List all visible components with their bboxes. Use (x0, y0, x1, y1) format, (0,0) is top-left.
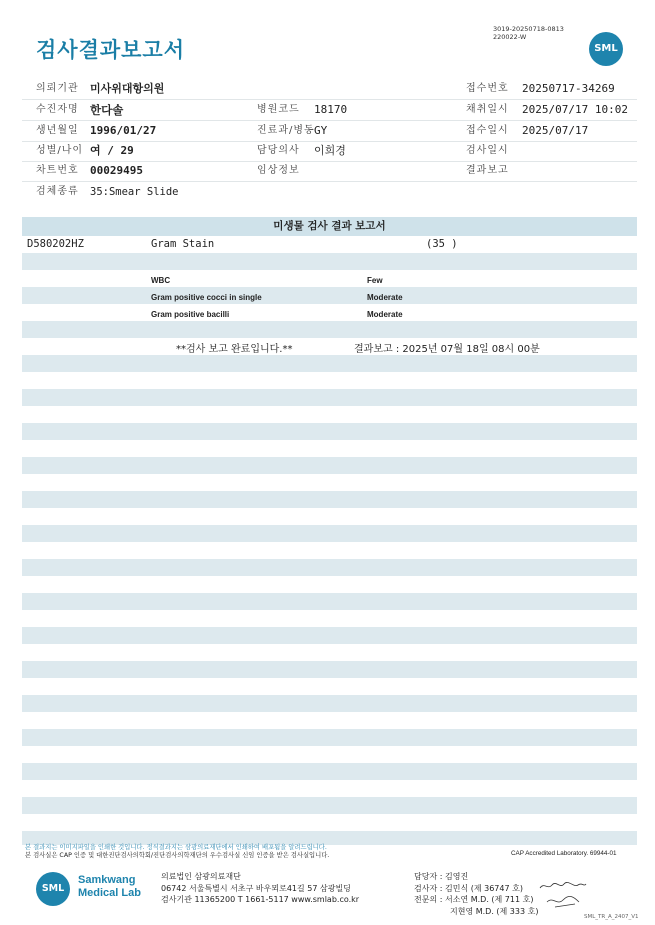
info-row-institution (22, 79, 637, 100)
row-stripe (22, 389, 637, 406)
row-stripe (22, 763, 637, 780)
value-receipt-number: 20250717-34269 (522, 82, 615, 95)
notice-accreditation: 본 검사실은 CAP 인증 및 대한진단검사의학회/진단검사의학재단의 우수검사실 신임 인증을 받은 검사실입니다. (25, 852, 330, 859)
result-item-value: Few (367, 276, 383, 285)
row-stripe (22, 287, 637, 304)
label-doctor: 담당의사 (257, 145, 300, 156)
label-result-report: 결과보고 (466, 165, 509, 176)
value-receipt-date: 2025/07/17 (522, 124, 589, 137)
brand-line2: Medical Lab (78, 887, 141, 899)
report-section-title: 미생물 검사 결과 보고서 (22, 217, 637, 236)
value-sex-age: 여 / 29 (90, 144, 134, 157)
staff-specialist-2: 지현영 M.D. (제 333 호) (450, 906, 539, 916)
label-birth-date: 생년월일 (36, 125, 79, 136)
label-receipt-number: 접수번호 (466, 83, 509, 94)
label-chart-number: 차트번호 (36, 165, 79, 176)
staff-specialist-1: 서소연 M.D. (제 711 호) (444, 895, 534, 904)
value-birth-date: 1996/01/27 (90, 124, 157, 137)
organization-address (161, 871, 359, 906)
row-stripe (22, 729, 637, 746)
value-hospital-code: 18170 (314, 103, 348, 116)
label-sex-age: 성별/나이 (36, 145, 84, 156)
document-id-line2: 220022-W (493, 33, 527, 41)
row-stripe (22, 423, 637, 440)
value-patient-name: 한다솔 (90, 103, 124, 117)
info-row-chart (22, 161, 637, 182)
result-item-name: Gram positive bacilli (151, 310, 230, 319)
label-collection-time: 채취일시 (466, 104, 509, 115)
row-stripe (22, 321, 637, 338)
organization-street: 06742 서울특별시 서초구 바우뫼로41길 57 삼광빌딩 (161, 883, 351, 893)
organization-name: 의료법인 삼광의료재단 (161, 872, 241, 881)
row-stripe (22, 457, 637, 474)
row-stripe (22, 627, 637, 644)
test-count: (35 ) (426, 238, 458, 250)
row-stripe (22, 661, 637, 678)
staff-tester: 김민식 (제 36747 호) (444, 883, 523, 893)
staff-block (414, 871, 538, 917)
info-row-birth (22, 121, 637, 142)
test-code: D580202HZ (27, 238, 84, 250)
value-collection-time: 2025/07/17 10:02 (522, 103, 628, 116)
document-id-line1: 3019-20250718-0813 (493, 25, 564, 33)
document-id (493, 25, 564, 41)
row-stripe (22, 797, 637, 814)
info-row-sex-age (22, 141, 637, 162)
value-specimen-type: 35:Smear Slide (90, 186, 179, 198)
sml-logo: SML (589, 32, 623, 66)
label-institution: 의뢰기관 (36, 83, 79, 94)
row-stripe (22, 491, 637, 508)
value-institution: 미사위대항의원 (90, 82, 165, 95)
brand-line1: Samkwang (78, 874, 136, 886)
label-specimen-type: 검체종류 (36, 186, 79, 197)
organization-contact: 검사기관 11365200 T 1661-5117 www.smlab.co.kr (161, 895, 360, 904)
value-doctor: 이희경 (314, 144, 346, 157)
report-timestamp: 결과보고 : 2025년 07월 18일 08시 00분 (354, 344, 540, 355)
label-patient-name: 수진자명 (36, 104, 79, 115)
result-item-value: Moderate (367, 293, 403, 302)
result-item-value: Moderate (367, 310, 403, 319)
value-department: GY (314, 124, 328, 137)
page-title: 검사결과보고서 (36, 38, 186, 62)
info-row-specimen (22, 182, 637, 202)
label-clinical-info: 임상정보 (257, 165, 300, 176)
signature-specialist (545, 892, 585, 910)
brand-name (78, 874, 141, 900)
row-stripe (22, 355, 637, 372)
value-chart-number: 00029495 (90, 164, 143, 177)
row-stripe (22, 253, 637, 270)
form-code: SML_TR_A_2407_V1 (584, 914, 639, 920)
row-stripe (22, 593, 637, 610)
test-name: Gram Stain (151, 238, 215, 250)
row-stripe (22, 695, 637, 712)
staff-manager: 김영진 (444, 872, 469, 881)
staff-label-manager: 담당자 : (414, 872, 443, 881)
signature-tester (538, 880, 588, 892)
row-stripe (22, 525, 637, 542)
label-department: 진료과/병동 (257, 125, 315, 136)
label-test-date: 검사일시 (466, 145, 509, 156)
label-receipt-date: 접수일시 (466, 125, 509, 136)
notice-image-copy: 본 결과지는 이미지파일을 인쇄한 것입니다. 정식결과지는 삼광의료재단에서 인쇄하여 배포됨을 알려드립니다. (25, 844, 327, 851)
row-stripe (22, 559, 637, 576)
result-item-name: Gram positive cocci in single (151, 293, 262, 302)
staff-label-specialist: 전문의 : (414, 895, 443, 904)
completion-note: **검사 보고 완료입니다.** (176, 344, 293, 355)
cap-accreditation: CAP Accredited Laboratory. 69944-01 (511, 850, 617, 857)
sml-footer-logo: SML (36, 872, 70, 906)
label-hospital-code: 병원코드 (257, 104, 300, 115)
info-row-patient (22, 100, 637, 121)
staff-label-tester: 검사자 : (414, 883, 443, 893)
result-item-name: WBC (151, 276, 171, 285)
